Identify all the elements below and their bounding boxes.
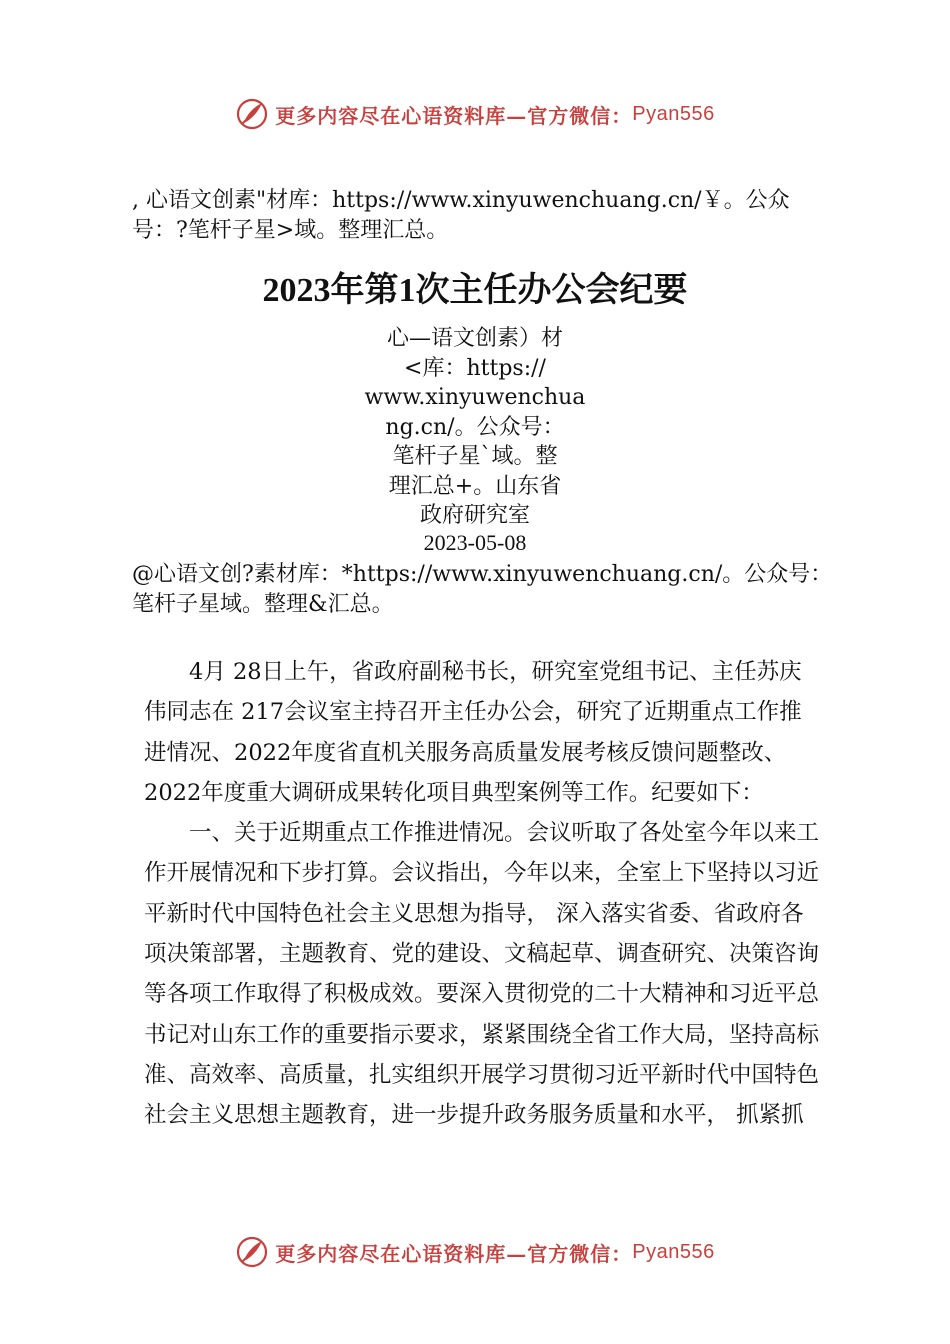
document-title: 2023年第1次主任办公会纪要 (262, 272, 688, 309)
quill-logo-icon (235, 1235, 269, 1269)
byline-line: 心—语文创素）材 (386, 326, 563, 351)
byline (0, 324, 950, 531)
quill-logo-icon (235, 97, 269, 131)
document-date: 2023-05-08 (423, 530, 527, 555)
watermark-mid: @心语文创?素材库：*https://www.xinyuwenchuang.cn/。公众号：笔杆子星域。整理&汇总。 (132, 562, 833, 617)
footer-banner (0, 1232, 950, 1272)
byline-line: 笔杆子星`域。整 (392, 444, 558, 469)
body-paragraph: 一、关于近期重点工作推进情况。会议听取了各处室今年以来工作开展情况和下步打算。会议指出，今年以来，全室上下坚持以习近平新时代中国特色社会主义思想为指导， 深入落实省委、省政府各项决策部署，主题教育、党的建设、文稿起草、调查研究、决策咨询等各项工作取得了积极成效。要深入贯彻党的二十大精神和习近平总书记对山东工作的重要指示要求，紧紧围绕全省工作大局，坚持高标准、高效率、高质量，扎实组织开展学习贯彻习近平新时代中国特色社会主义思想主题教育，进一步提升政务服务质量和水平， 抓紧抓 (144, 820, 820, 1129)
byline-line: 理汇总+。山东省 (388, 473, 562, 499)
byline-line: ng.cn/。公众号： (385, 414, 565, 440)
byline-line: www.xinyuwenchua (364, 385, 586, 410)
banner-text: 更多内容尽在心语资料库—官方微信： (275, 1241, 633, 1266)
banner-wechat-id: Pyan556 (632, 1240, 715, 1263)
byline-line: 政府研究室 (419, 503, 530, 528)
banner-text: 更多内容尽在心语资料库—官方微信： (275, 103, 633, 128)
body-paragraph: 4月 28日上午，省政府副秘书长，研究室党组书记、主任苏庆伟同志在 217会议室主持召开主任办公会，研究了近期重点工作推进情况、2022年度省直机关服务高质量发展考核反馈问题整改、2022年度重大调研成果转化项目典型案例等工作。纪要如下： (144, 659, 802, 806)
byline-line: <库：https:// (404, 355, 546, 381)
document-body (144, 652, 820, 1136)
watermark-top: , 心语文创素"材库：https://www.xinyuwenchuang.cn/￥。公众号：?笔杆子星>域。整理汇总。 (132, 188, 790, 243)
header-banner (0, 94, 950, 134)
banner-wechat-id: Pyan556 (632, 102, 715, 125)
